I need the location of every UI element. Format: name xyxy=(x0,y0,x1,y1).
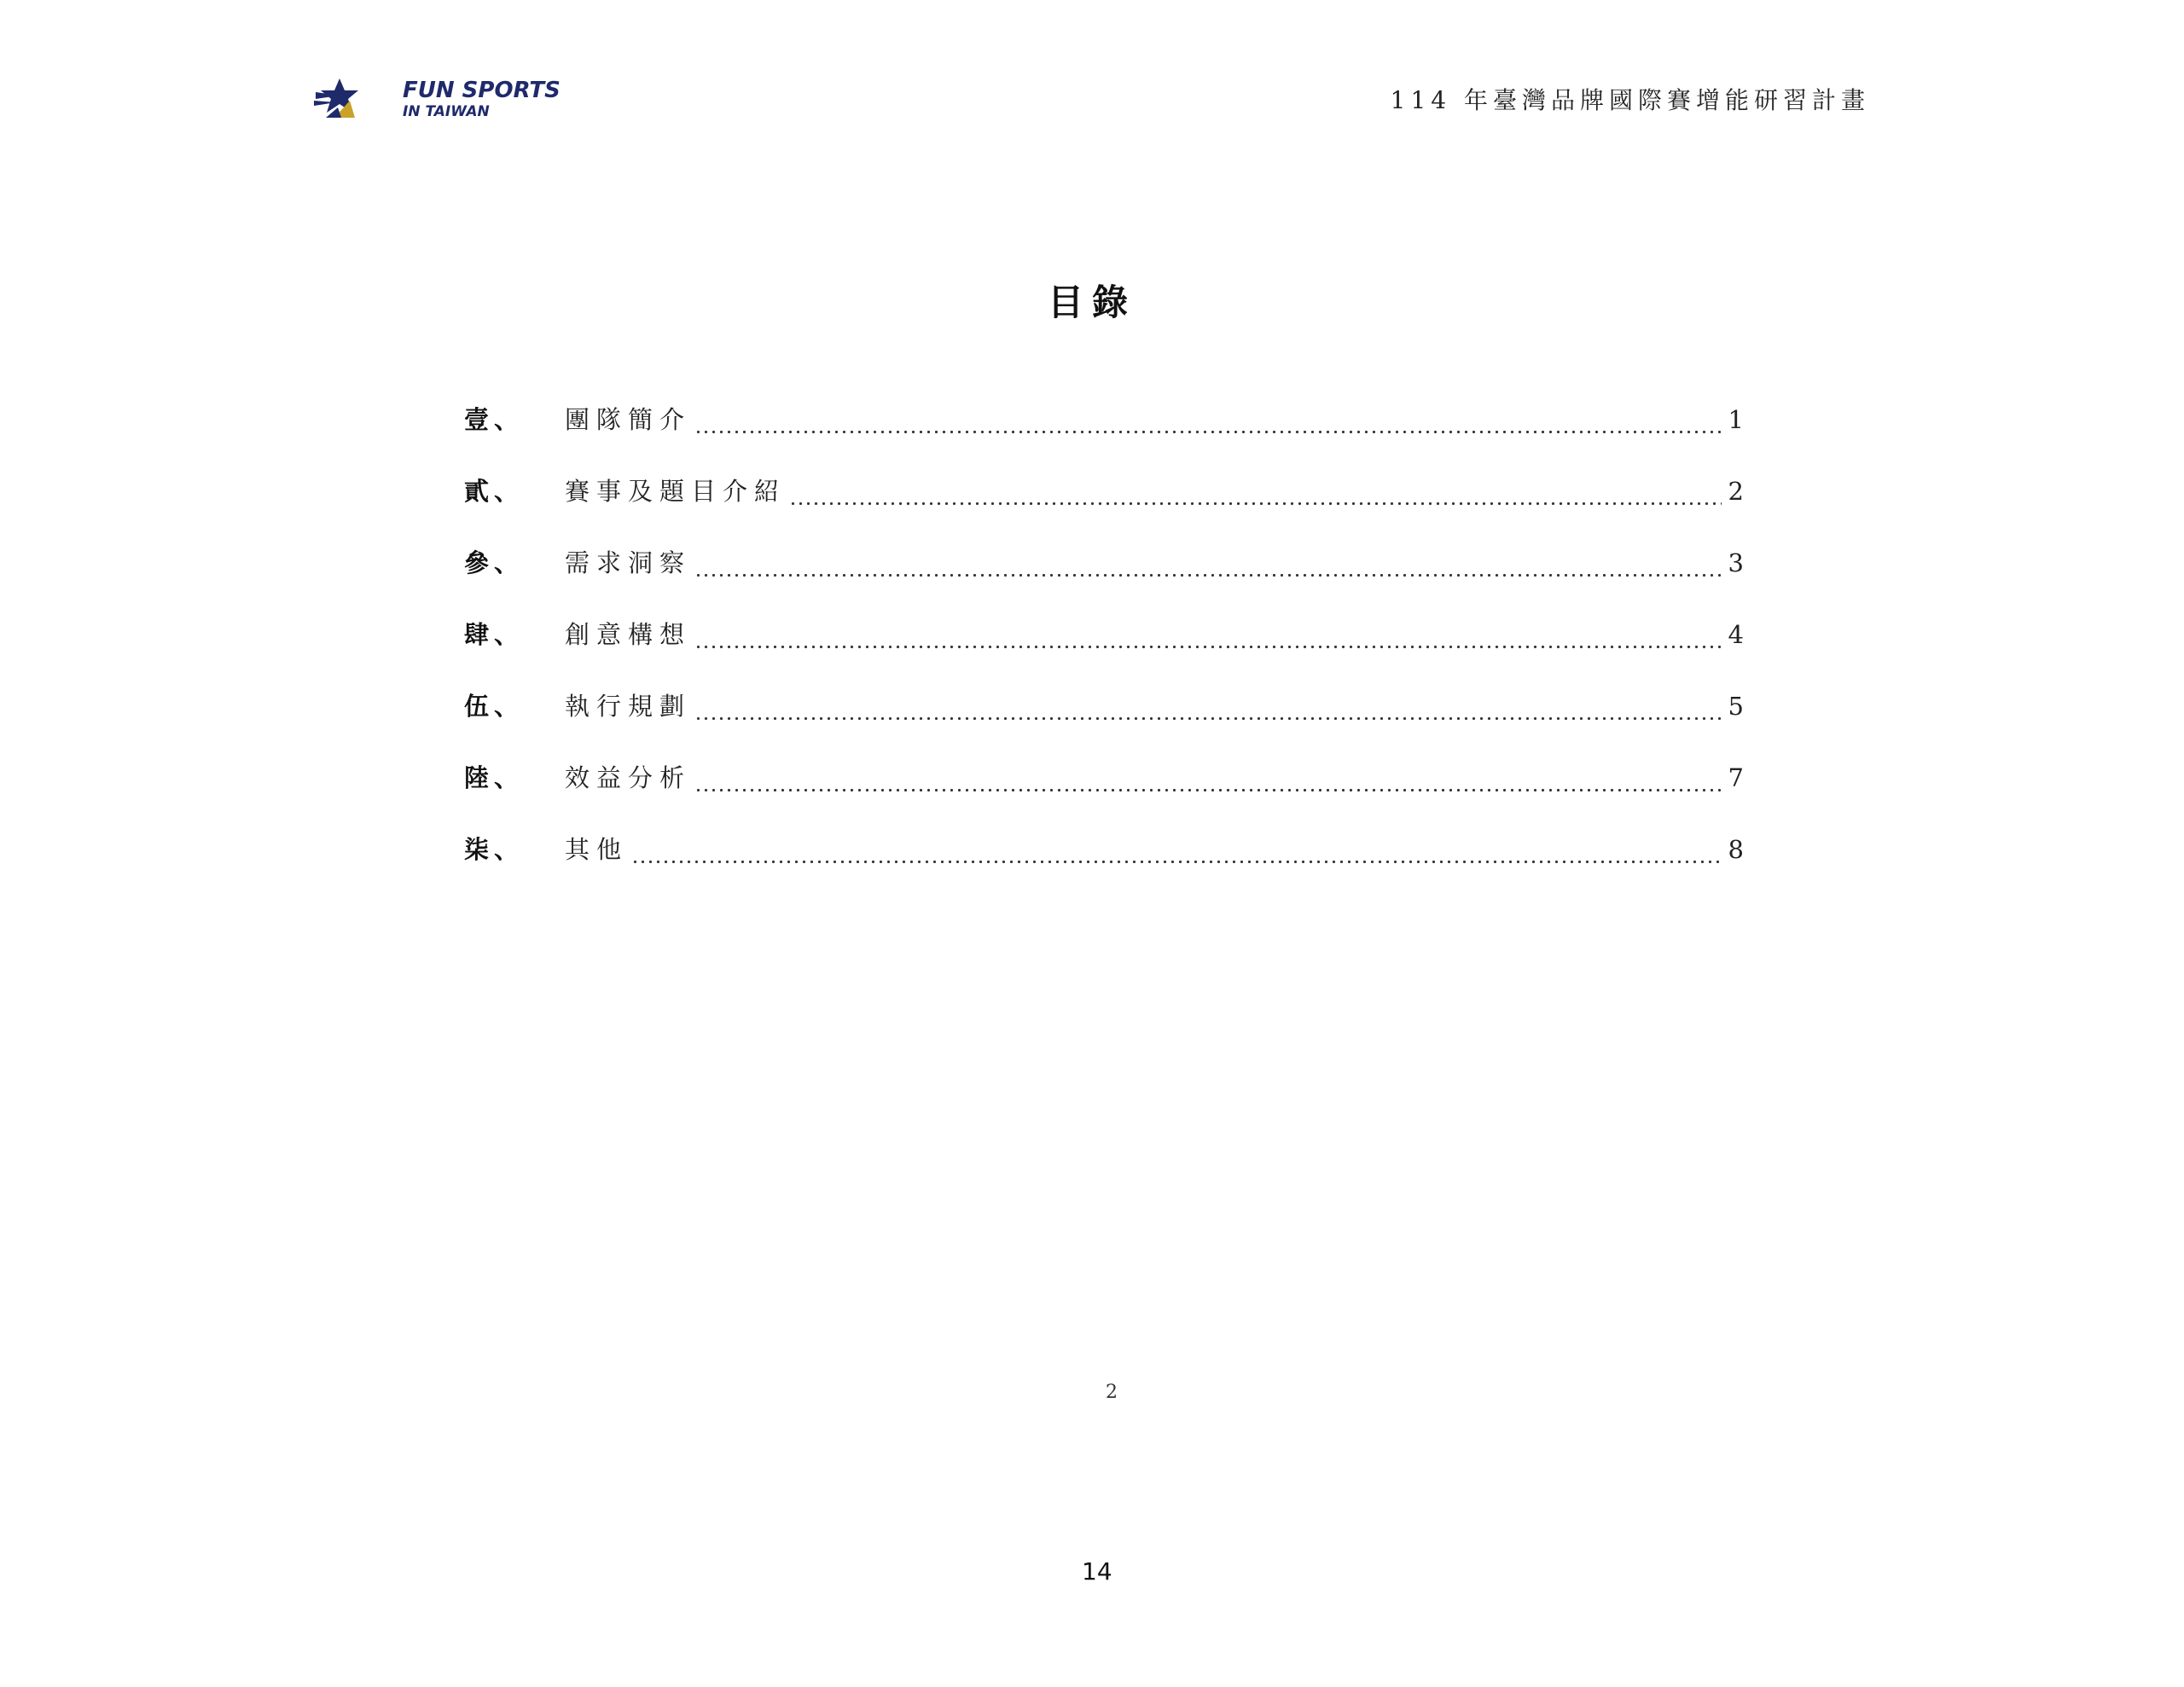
star-runner-logo-icon xyxy=(314,75,621,123)
toc-entry-title: 需求洞察 xyxy=(565,548,692,577)
toc-entry-page: 8 xyxy=(1728,835,1744,864)
toc-entry-page: 2 xyxy=(1728,477,1744,506)
toc-entry-title: 團隊簡介 xyxy=(565,405,692,434)
toc-dot-leader xyxy=(694,617,1722,652)
toc-dot-leader xyxy=(694,761,1722,795)
toc-entry-2[interactable] xyxy=(464,474,1744,546)
toc-dot-leader xyxy=(694,689,1722,723)
toc-dot-leader xyxy=(789,474,1722,508)
toc-dot-leader xyxy=(631,832,1722,867)
inner-page-number: 2 xyxy=(1106,1382,1118,1403)
toc-entry-page: 7 xyxy=(1728,763,1744,792)
toc-dot-leader xyxy=(694,546,1722,580)
table-of-contents xyxy=(464,403,1744,904)
document-header-title: 114 年臺灣品牌國際賽增能研習計畫 xyxy=(1390,86,1870,114)
toc-entry-page: 1 xyxy=(1728,405,1744,434)
toc-entry-number: 柒、 xyxy=(464,835,525,864)
toc-entry-title: 其他 xyxy=(565,835,629,864)
toc-entry-number: 參、 xyxy=(464,548,525,577)
toc-entry-title: 執行規劃 xyxy=(565,692,692,721)
toc-entry-title: 創意構想 xyxy=(565,620,692,649)
toc-title: 目錄 xyxy=(1047,281,1136,323)
toc-entry-6[interactable] xyxy=(464,761,1744,832)
outer-page-number: 14 xyxy=(1082,1557,1112,1586)
toc-entry-number: 陸、 xyxy=(464,763,525,792)
logo-line2: IN TAIWAN xyxy=(403,103,490,120)
toc-entry-7[interactable] xyxy=(464,832,1744,904)
toc-entry-4[interactable] xyxy=(464,617,1744,689)
toc-entry-number: 伍、 xyxy=(464,692,525,721)
toc-entry-5[interactable] xyxy=(464,689,1744,761)
logo-line1: FUN SPORTS xyxy=(403,78,561,103)
fun-sports-logo xyxy=(314,75,621,123)
toc-entry-title: 賽事及題目介紹 xyxy=(565,477,787,506)
toc-entry-number: 貳、 xyxy=(464,477,525,506)
toc-entry-1[interactable] xyxy=(464,403,1744,474)
toc-entry-number: 壹、 xyxy=(464,405,525,434)
toc-entry-page: 5 xyxy=(1728,692,1744,721)
toc-entry-page: 3 xyxy=(1728,548,1744,577)
toc-entry-3[interactable] xyxy=(464,546,1744,617)
toc-entry-number: 肆、 xyxy=(464,620,525,649)
toc-dot-leader xyxy=(694,403,1722,437)
toc-entry-page: 4 xyxy=(1728,620,1744,649)
toc-entry-title: 效益分析 xyxy=(565,763,692,792)
